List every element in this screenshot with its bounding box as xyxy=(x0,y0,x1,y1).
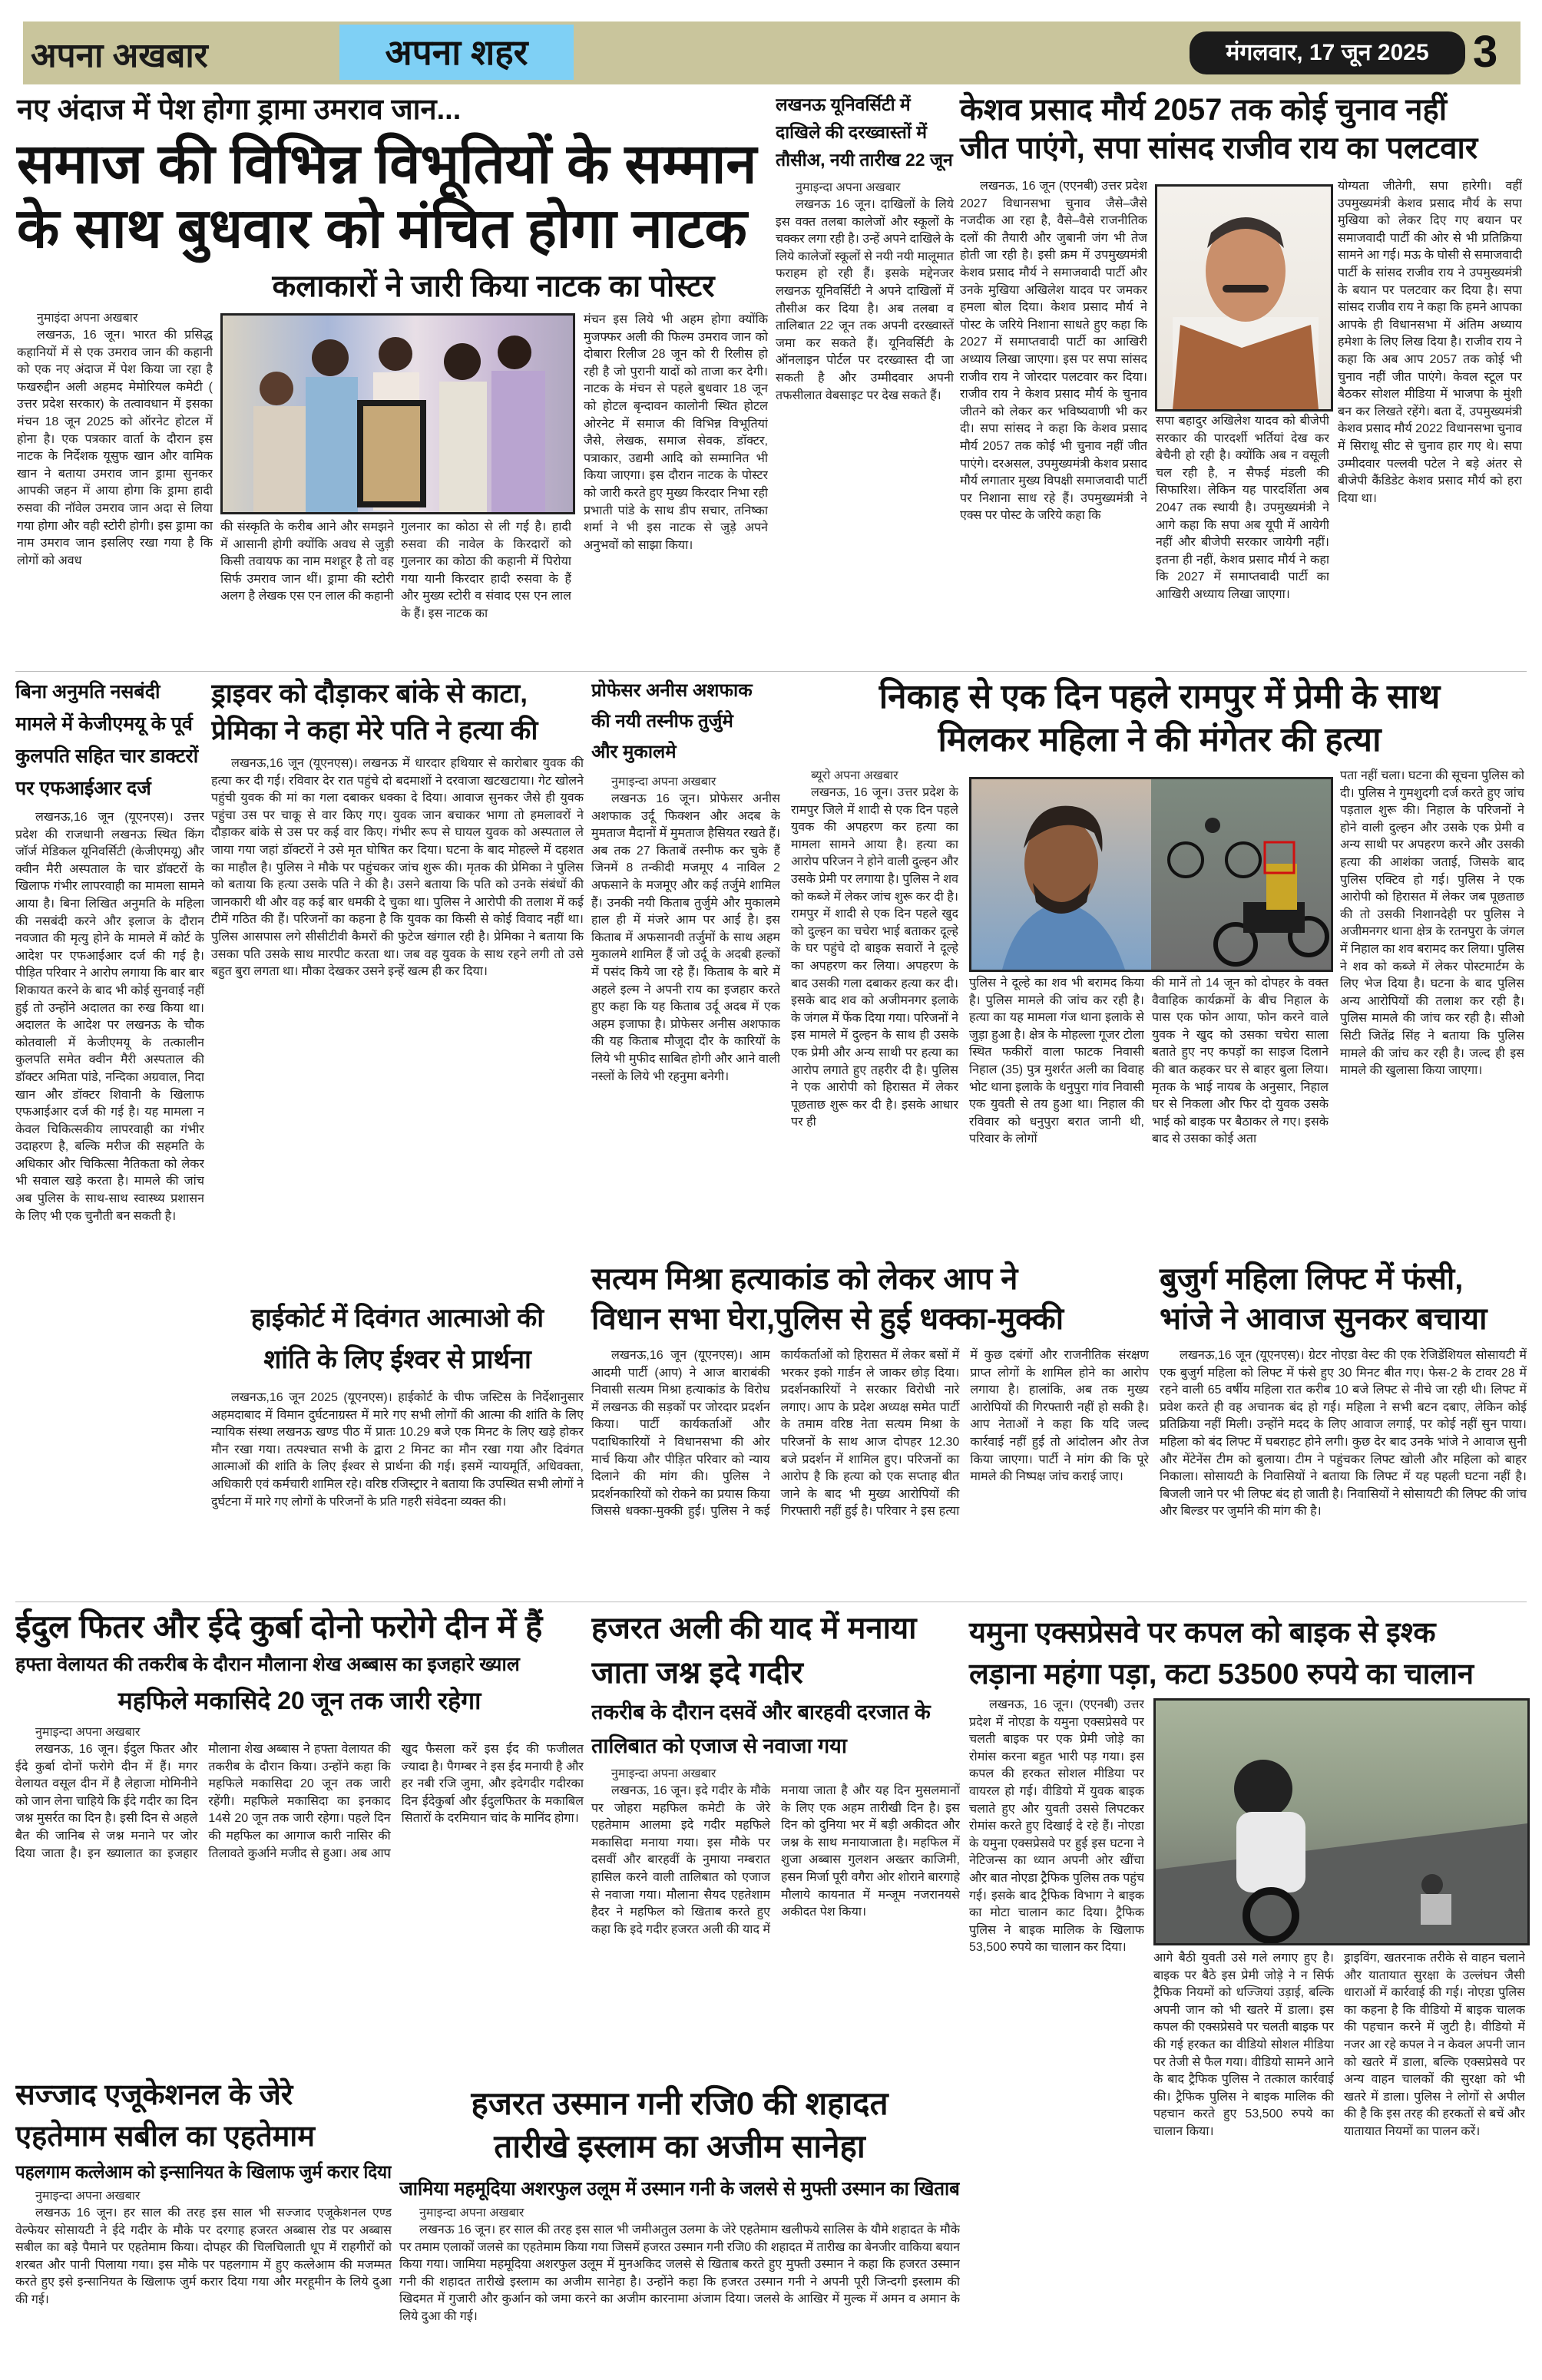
lu-article xyxy=(776,91,954,668)
eid-subhead: हफ्ता वेलायत की तकरीब के दौरान मौलाना शेख अब्बास का इजहारे ख्याल xyxy=(15,1654,520,1675)
headline-line: निकाह से एक दिन पहले रामपुर में प्रेमी के साथ xyxy=(879,678,1441,716)
headline-line: प्रोफेसर अनीस अशफाक xyxy=(591,680,753,701)
page-number: 3 xyxy=(1473,27,1498,77)
headline-line: विधान सभा घेरा,पुलिस से हुई धक्का-मुक्की xyxy=(591,1302,1064,1336)
cctv-photo xyxy=(1151,779,1331,970)
umrao-subhead: कलाकारों ने जारी किया नाटक का पोस्टर xyxy=(272,269,715,303)
nikah-headline xyxy=(791,676,1528,762)
usman-subhead: जामिया महमूदिया अशरफुल उलूम में उस्मान गनी के जलसे से मुफ्ती उस्मान का खिताब xyxy=(399,2178,960,2200)
headline-line: के साथ बुधवार को मंचित होगा नाटक xyxy=(17,198,747,259)
paragraph: लखनऊ,16 जून 2025 (यूएनएस)। हाईकोर्ट के चीफ जस्टिस के निर्देशानुसार अहमदाबाद में विमान दुर्घटनाग्रस्त में मारे गए सभी लोगों की आत्मा की शांति के लिए न्यायिक संस्था लखनऊ खण्ड पीठ में प्रातः 10.29 बजे एक मिनट के लिए खड़े होकर मौन रखा गया। तत्पश्चात सभी के द्वारा 2 मिनट का मौन रखा गया और दिवंगत आत्माओं की शांति के लिए ईश्वर से प्रार्थना की गई। इसमें न्यायमूर्ति, अधिवक्ता, अधिकारी एवं कर्मचारी शामिल रहे। वरिष्ठ रजिस्ट्रार ने बताया कि उपस्थित सभी लोगों ने दुर्घटना में मारे गए लोगों के परिजनों के प्रति गहरी संवेदना व्यक्त की। xyxy=(211,1391,584,1509)
byline: नुमाइन्दा अपना अखबार xyxy=(611,1767,716,1780)
section-name: अपना शहर xyxy=(339,25,574,80)
highcourt-article xyxy=(211,1297,584,1597)
people-holding-poster-image xyxy=(223,316,573,512)
sajjad-headline xyxy=(15,2074,392,2157)
yamuna-headline xyxy=(969,1612,1528,1695)
byline: नुमाइन्दा अपना अखबार xyxy=(611,775,716,788)
paragraph: लखनऊ,16 जून (यूएनएस)। ग्रेटर नोएडा वेस्ट की एक रेजिडेंशियल सोसायटी में एक बुजुर्ग महिला को लिफ्ट में फंसे हुए 30 मिनट बीत गए। फेस-2 के टावर 28 में रहने वाली 65 वर्षीय महिला रात करीब 10 बजे लिफ्ट से नीचे जा रही थी। लिफ्ट में प्रवेश करते ही वह अचानक बंद हो गई। महिला ने सभी बटन दबाए, लेकिन कोई प्रतिक्रिया नहीं मिली। उन्होंने मदद के लिए आवाज लगाई, पर कोई नहीं सुन पाया। महिला को बंद लिफ्ट में घबराहट होने लगी। कुछ देर बाद उनके भांजे ने आवाज सुनी और मेंटेनेंस टीम को बुलाया। टीम ने पहुंचकर लिफ्ट खोली और महिला को बाहर निकाला। सोसायटी के निवासियों ने बताया कि लिफ्ट में यह पहली घटना नहीं है। बिजली जाने पर भी लिफ्ट बंद हो जाती है। निवासियों ने सोसायटी की लिफ्ट की जांच और बिल्डर पर जुर्माने की मांग की है। xyxy=(1160,1349,1527,1519)
headline-line: और मुकालमे xyxy=(591,742,677,762)
paragraph: लखनऊ,16 जून (यूएनएस)। उत्तर प्रदेश की राजधानी लखनऊ स्थित किंग जॉर्ज मेडिकल यूनिवर्सिटी (केजीएमयू) और क्वीन मैरी अस्पताल के चार डॉक्टरों के खिलाफ गंभीर लापरवाही का मामला सामने आया है। बिना लिखित अनुमति के महिला की नसबंदी करने और इलाज के दौरान नवजात की मृत्यु होने के मामले में कोर्ट के आदेश पर एफआईआर दर्ज की गई है। पीड़ित परिवार ने आरोप लगाया कि बार बार शिकायत करने के बाद भी कोई सुनवाई नहीं हुई तो उन्होंने अदालत का रुख किया था। अदालत के आदेश पर लखनऊ के चौक कोतवाली में केजीएमयू के तत्कालीन कुलपति समेत क्वीन मैरी अस्पताल की डॉक्टर अमिता पांडे, नन्दिका अग्रवाल, निदा खान और डॉक्टर शिवानी के खिलाफ एफआईआर दर्ज की गई है। यह मामला न केवल चिकित्सकीय लापरवाही का गंभीर उदाहरण है, बल्कि मरीज की सहमति के अधिकार और चिकित्सा नैतिकता को लेकर भी सवाल खड़े करता है। मामले की जांच अब पुलिस के साथ-साथ स्वास्थ्य प्रशासन के लिए भी एक चुनौती बन सकती है। xyxy=(15,811,204,1223)
keshav-col-1 xyxy=(960,178,1147,669)
headline-line: मामले में केजीएमयू के पूर्व xyxy=(15,713,193,735)
paragraph: लखनऊ, 16 जून। उत्तर प्रदेश के रामपुर जिले में शादी से एक दिन पहले युवक की अपहरण कर हत्या का मामला सामने आया है। हत्या का आरोप परिजन ने होने वाली दुल्हन और उसके प्रेमी पर लगाया है। पुलिस ने शव को कब्जे में लेकर जांच शुरू कर दी है। रामपुर में शादी से एक दिन पहले खुद को दुल्हन का चचेरा भाई बताकर दूल्हे के घर पहुंचे दो बाइक सवारों ने दूल्हे का अपहरण कर लिया। अपहरण के बाद उसकी गला दबाकर हत्या कर दी। इसके बाद शव को अजीमनगर इलाके के जंगल में फेंक दिया गया। परिजनों ने इस मामले में दुल्हन के साथ ही उसके एक प्रेमी और अन्य साथी पर हत्या का आरोप लगाते हुए तहरीर दी है। पुलिस ने एक आरोपी को हिरासत में लेकर पूछताछ शुरू कर दी है। इसके आधार पर ही xyxy=(791,786,958,1129)
article-body xyxy=(399,2222,960,2370)
article-body xyxy=(17,327,213,668)
nikah-photos xyxy=(969,777,1333,972)
paragraph: की संस्कृति के करीब आने और समझने में आसानी होगी क्योंकि अवध से जुड़ी किसी तवायफ का नाम मशहूर है तो वह सिर्फ उमराव जान थीं। ड्रामा की स्टोरी अलग है लेखक एस एन लाल की कहानी xyxy=(220,521,394,603)
headline-line: समाज की विभिन्न विभूतियों के सम्मान xyxy=(17,134,757,195)
headline-line: की नयी तस्नीफ तुर्जुमे xyxy=(591,711,733,732)
article-body xyxy=(776,197,954,668)
kgmu-headline xyxy=(15,676,204,805)
headline-line: भांजे ने आवाज सुनकर बचाया xyxy=(1160,1302,1487,1336)
byline: नुमाइंदा अपना अखबार xyxy=(37,312,138,325)
paragraph: ड्राइविंग, खतरनाक तरीके से वाहन चलाने और यातायात सुरक्षा के उल्लंघन जैसी धाराओं में कार्रवाई की गई। नोएडा पुलिस का कहना है कि वीडियो में बाइक चालक की पहचान करने में जुटी है। वीडियो में नजर आ रहे कपल ने न केवल अपनी जान को खतरे में डाला, बल्कि एक्सप्रेसवे पर अन्य वाहन चालकों की सुरक्षा को भी खतरे में डाला। पुलिस ने लोगों से अपील की है कि इस तरह की हरकतों से बचें और यातायात नियमों का पालन करें। xyxy=(1344,1952,1525,2138)
driver-article xyxy=(211,676,584,1290)
paragraph: पता नहीं चला। घटना की सूचना पुलिस को दी। पुलिस ने गुमशुदगी दर्ज करते हुए जांच पड़ताल शुरू की। निहाल के परिजनों ने होने वाली दुल्हन और उसके एक प्रेमी व अन्य साथी पर अपहरण करने और उसकी हत्या की आशंका जताई, जिसके बाद पुलिस एक्टिव हो गई। पुलिस ने एक आरोपी को हिरासत में लेकर जब पूछताछ की तो उसकी निशानदेही पर पुलिस ने अजीमनगर थाना क्षेत्र के रतनपुरा के जंगल में निहाल का शव बरामद कर लिया। पुलिस ने शव को कब्जे में लेकर पोस्टमार्टम के लिए भेज दिया है। घटना के बाद पुलिस अन्य आरोपियों की तलाश कर रही है। पुलिस मामले की जांच कर रही है। सीओ सिटी जितेंद्र सिंह ने बताया कि पुलिस मामले की जांच कर रही है। जल्द ही इस मामले की खुलासा किया जाएगा। xyxy=(1340,769,1524,1078)
usman-headline xyxy=(399,2082,960,2168)
nikah-col-4 xyxy=(1340,768,1524,1251)
lift-body xyxy=(1160,1347,1527,1597)
lift-headline xyxy=(1160,1259,1528,1339)
nikah-col-2 xyxy=(969,975,1144,1251)
headline-line: तारीखे इस्लाम का अजीम सानेहा xyxy=(494,2128,865,2164)
paragraph: लखनऊ 16 जून। हर साल की तरह इस साल भी सज्जाद एजूकेशनल एण्ड वेल्फेयर सोसायटी ने ईदे गदीर के मौके पर दरगाह हजरत अब्बास रोड पर अब्बास सबील का बड़े पैमाने पर एहतेमाम किया। दोपहर की चिलचिलाती धूप में राहगीरों को शरबत और पानी पिलाया गया। इस मौके पर पहलगाम में हुए कत्लेआम की मजम्मत करते हुए इसे इन्सानियत के खिलाफ जुर्म करार दिया गया और मरहूमीन के लिये दुआ की गई। xyxy=(15,2206,392,2306)
keshav-col-2 xyxy=(1156,413,1329,669)
paragraph: लखनऊ,16 जून (यूएनएस)। लखनऊ में धारदार हथियार से कारोबार युवक की हत्या कर दी गई। रविवार देर रात पहुंचे दो बदमाशों ने दरवाजा खटखटाया। गेट खोलने पहुंची युवक की मां का गला दबाकर धक्का दे दिया। आवाज सुनकर जैसे ही युवक पहुंचा उस पर चाकू से वार किए गए। युवक जान बचाकर भागा तो हमलावरों ने दौड़ाकर बांके से उस पर कई वार किए। गंभीर रूप से घायल युवक को अस्पताल ले जाया गया जहां डॉक्टरों ने उसे मृत घोषित कर दिया। घटना के बाद मोहल्ले में दहशत का माहौल है। पुलिस ने मौके पर पहुंचकर जांच शुरू की। मृतक की प्रेमिका ने पुलिस को बताया कि हत्या उसके पति ने की है। उसने बताया कि पति को उनके संबंधों की जानकारी थी और वह कई बार धमकी दे चुका था। पुलिस ने आरोपी की तलाश में कई टीमें गठित की हैं। परिजनों का कहना है कि युवक का किसी से कोई विवाद नहीं था। पुलिस आसपास लगे सीसीटीवी कैमरों की फुटेज खंगाल रही है। प्रेमिका ने बताया कि उसका पति उसके साथ मारपीट करता था। जब वह युवक के साथ रहने लगी तो उसे बहुत बुरा लगता था। मौका देखकर उसने इन्हें खत्म ही कर दिया। xyxy=(211,757,584,979)
paragraph: लखनऊ, 16 जून। ईदुल फितर और ईदे कुर्बा दोनों फरोगे दीन में हैं। मगर वेलायत वसूल दीन में है लेहाजा मोमिनीने को जान लेना चाहिये कि ईदे गदीर का दिन जश्न मुसर्रत का दिन है। इसी दिन से अहले बैत की जानिब से जश्न मनाने पर जोर दिया जाता है। इन ख्यालात का इजहार मौलाना शेख अब्बास ने हफ्ता वेलायत की तकरीब के दौरान किया। उन्होंने कहा कि महफिले मकासिदा 20 जून तक जारी रहेंगी। महफिले मकासिदा का इनकाद 14से 20 जून तक जारी रहेगा। पहले दिन की महफिल का आगाज कारी नासिर की तिलावते कुर्आने मजीद से हुआ। अब आप खुद फैसला करें इस ईद की फजीलत ज्यादा है। पैगम्बर ने इस ईद मनायी है और हर नबी रजि जुमा, और इदेगदीर गदीरका दिन ईदेकुर्बा और ईदुलफितर के मकाबिल सितारों के दरमियान चांद के मानिंद होगा। xyxy=(15,1743,584,1860)
sajjad-article xyxy=(15,2074,392,2370)
ali-article xyxy=(591,1606,960,2067)
article-body xyxy=(15,1741,584,2067)
paragraph: लखनऊ, 16 जून। इदे गदीर के मौके पर जोहरा महफिल कमेटी के जेरे एहतेमाम आलमा इदे गदीर महफिले मकासिदा मनाया गया। इस मौके पर दसवीं और बारहवीं के नुमाया नम्बरात हासिल करने वाली तालिबात को एजाज से नवाजा गया। मौलाना सैयद एहतेशाम हैदर ने महफिल को खिताब करते हुए कहा कि इदे गदीर हजरत अली की याद में मनाया जाता है और यह दिन मुसलमानों के लिए एक अहम तारीखी दिन है। इस दिन को दुनिया भर में बड़ी अकीदत और जश्न के साथ मनायाजाता है। महफिल में शुजा अब्बास गुलशन अख्तर काजिमी, हसन मिर्जा पूरी वगैरा ओर शोराने बारगाहे मौलाये कायनात में मन्जूम नजरानयसे अकीदत पेश किया। xyxy=(591,1784,960,1936)
headline-line: शांति के लिए ईश्वर से प्रार्थना xyxy=(263,1345,531,1374)
paragraph: की मानें तो 14 जून को दोपहर के वक्त वैवाहिक कार्यक्रमों के बीच निहाल के पास एक फोन आया, फोन करने वाले युवक ने खुद को उसका चचेरा साला बताते हुए नए कपड़ों का साइज दिलाने की बात कहकर घर से बाहर बुला लिया। मृतक के भाई नायब के अनुसार, निहाल घर से निकला और फिर दो युवक उसके भाई को बाइक पर बैठाकर ले गए। इसके बाद से उसका कोई अता xyxy=(1152,977,1329,1146)
paragraph: आगे बैठी युवती उसे गले लगाए हुए है। बाइक पर बैठे इस प्रेमी जोड़े ने न सिर्फ ट्रैफिक नियमों को धज्जियां उड़ाई, बल्कि अपनी जान को भी खतरे में डाला। इस कपल की एक्सप्रेसवे पर चलती बाइक पर की गई हरकत का वीडियो सोशल मीडिया पर तेजी से फैल गया। वीडियो सामने आने के बाद ट्रैफिक पुलिस ने तत्काल कार्रवाई की। ट्रैफिक पुलिस ने बाइक मालिक की पहचान करते हुए 53,500 रुपये का चालान किया। xyxy=(1153,1952,1334,2138)
headline-line: दाखिले की दरख्वास्तों में xyxy=(776,122,928,142)
paragraph: गुलनार का कोठा से ली गई है। हादी रुसवा की नावेल के किरदारों को गुलनार का कोठा की कहानी में पिरोया गया यानी किरदार हादी रुसवा के हैं और मुख्य स्टोरी व संवाद एस एन लाल के हैं। इस नाटक का xyxy=(401,521,571,620)
paragraph: लखनऊ, 16 जून (एएनबी) उत्तर प्रदेश 2027 विधानसभा चुनाव जैसे–जैसे नजदीक आ रहा है, वैसे–वैसे राजनीतिक दलों की तैयारी और जुबानी जंग भी तेज होती जा रही है। इसी क्रम में उपमुख्यमंत्री केशव प्रसाद मौर्य ने समाजवादी पार्टी और उनके मुखिया अखिलेश यादव पर जमकर हमला बोल दिया। केशव प्रसाद मौर्य ने पोस्ट के जरिये निशाना साधते हुए कहा कि 2027 में समाप्तवादी पार्टी का आखिरी अध्याय लिखा जाएगा। इस पर सपा सांसद राजीव राय ने जोरदार पलटवार कर दिया। राजीव राय ने केशव प्रसाद मौर्य के चुनाव जीतने को लेकर कर भविष्यवाणी भी कर दी। सपा सांसद ने कहा कि केशव प्रसाद मौर्य 2057 तक कोई भी चुनाव नहीं जीत पाएंगे। दरअसल, उपमुख्यमंत्री केशव प्रसाद मौर्य लगातार मुख्य विपक्षी समाजवादी पार्टी पर निशाना साध रहे हैं। उपमुख्यमंत्री ने एक्स पर पोस्ट के जरिये कहा कि xyxy=(960,180,1147,523)
headline-line: पर एफआईआर दर्ज xyxy=(15,778,151,799)
issue-date: मंगलवार, 17 जून 2025 xyxy=(1190,31,1465,74)
paragraph: लखनऊ,16 जून (यूएनएस)। आम आदमी पार्टी (आप) ने आज बाराबंकी निवासी सत्यम मिश्रा हत्याकांड के विरोध में लखनऊ की सड़कों पर जोरदार प्रदर्शन किया। पार्टी कार्यकर्ताओं और पदाधिकारियों ने विधानसभा की ओर मार्च किया और पीड़ित परिवार को न्याय दिलाने की मांग की। पुलिस ने प्रदर्शनकारियों को रोकने का प्रयास किया जिससे धक्का-मुक्की हुई। पुलिस ने कई कार्यकर्ताओं को हिरासत में लेकर बसों में भरकर इको गार्डन ले जाकर छोड़ दिया। प्रदर्शनकारियों ने सरकार विरोधी नारे लगाए। आप के प्रदेश अध्यक्ष समेत पार्टी के तमाम वरिष्ठ नेता सत्यम मिश्रा के परिजनों के साथ आज दोपहर 12.30 बजे प्रदर्शन में शामिल हुए। परिजनों का आरोप है कि हत्या को एक सप्ताह बीत जाने के बाद भी मुख्य आरोपियों की गिरफ्तारी नहीं हुई है। परिवार ने इस हत्या में कुछ दबंगों और राजनीतिक संरक्षण प्राप्त लोगों के शामिल होने का आरोप लगाया है। हालांकि, अब तक मुख्य आरोपियों की गिरफ्तारी नहीं हो सकी है। आप नेताओं ने कहा कि यदि जल्द कार्रवाई नहीं हुई तो आंदोलन और तेज किया जाएगा। पार्टी ने मांग की कि पूरे मामले की निष्पक्ष जांच कराई जाए। xyxy=(591,1349,1149,1519)
keshav-maurya-photo xyxy=(1155,184,1333,412)
article-body xyxy=(591,791,780,1251)
article-body xyxy=(15,2205,392,2370)
eid-headline: ईदुल फितर और ईदे कुर्बा दोनो फरोगे दीन में हैं xyxy=(15,1608,543,1645)
ali-subhead: तकरीब के दौरान दसवें और बारहवी दरजात के तालिबात को एजाज से नवाजा गया xyxy=(591,1701,931,1757)
headline-line: केशव प्रसाद मौर्य 2057 तक कोई चुनाव नहीं xyxy=(960,93,1448,127)
paragraph: सपा बहादुर अखिलेश यादव को बीजेपी सरकार की पारदर्शी भर्तियां देख कर बेचैनी हो रही है। क्योंकि अब न वसूली चल रही है, न सैफई मंडली की सिफारिश। लेकिन यह पारदर्शिता अब 2047 तक स्थायी है। उपमुख्यमंत्री ने आगे कहा कि सपा अब यूपी में आयेगी नहीं और बीजेपी सरकार जायेगी नहीं। इतना ही नहीं, केशव प्रसाद मौर्य ने कहा कि 2027 में समाप्तवादी पार्टी का आखिरी अध्याय लिखा जाएगा। xyxy=(1156,415,1329,601)
keshav-col-3 xyxy=(1338,178,1522,669)
yamuna-col-2 xyxy=(1153,1950,1334,2368)
headline-line: यमुना एक्सप्रेसवे पर कपल को बाइक से इश्क xyxy=(969,1617,1436,1649)
article-body xyxy=(211,755,584,1290)
byline: नुमाइन्दा अपना अखबार xyxy=(35,2190,141,2203)
cctv-bike-riders-image xyxy=(1151,779,1331,970)
byline: ब्यूरो अपना अखबार xyxy=(811,769,898,782)
yamuna-couple-photo xyxy=(1153,1698,1530,1945)
professor-headline xyxy=(591,676,780,768)
paragraph: योग्यता जीतेगी, सपा हारेगी। वहीं उपमुख्यमंत्री केशव प्रसाद मौर्य के सपा मुखिया को लेकर दिए गए बयान पर समाजवादी पार्टी की ओर से भी प्रतिक्रिया सामने आ गई। मऊ के घोसी से समाजवादी पार्टी के सांसद राजीव राय ने उपमुख्यमंत्री के बयान पर पलटवार कर दिया है। सपा सांसद राजीव राय ने कहा कि हमने आपका आपके ही विधानसभा में अंतिम अध्याय हमेशा के लिए लिख दिया है। राजीव राय ने कहा कि अब आप 2057 तक कोई भी चुनाव नहीं जीत पाएंगे। केवल स्टूल पर बैठकर सोशल मीडिया में भाजपा के मुंशी बन कर लिखते रहेंगे। बता दें, उपमुख्यमंत्री केशव प्रसाद मौर्य 2022 विधानसभा चुनाव में सिराथू सीट से चुनाव हार गए थे। सपा उम्मीदवार पल्लवी पटेल ने बड़े अंतर से बीजेपी कैंडिडेट केशव प्रसाद मौर्य को हरा दिया था। xyxy=(1338,180,1522,505)
highcourt-headline xyxy=(211,1297,584,1380)
headline-line: लड़ाना महंगा पड़ा, कटा 53500 रुपये का चालान xyxy=(969,1658,1474,1691)
umrao-col-1 xyxy=(17,310,213,668)
eid-article xyxy=(15,1606,584,2067)
paragraph: लखनऊ, 16 जून। (एएनबी) उत्तर प्रदेश में नोएडा के यमुना एक्सप्रेसवे पर चलती बाइक पर एक प्रेमी जोड़े का रोमांस करना बहुत भारी पड़ गया। इस कपल की हरकत सोशल मीडिया पर वायरल हो गई। वीडियो में युवक बाइक चलाते हुए और युवती उससे लिपटकर रोमांस करते हुए दिखाई दे रहे हैं। नोएडा के यमुना एक्सप्रेसवे पर हुई इस घटना ने नेटिजन्स का ध्यान अपनी ओर खींचा और बात नोएडा ट्रैफिक पुलिस तक पहुंच गई। इसके बाद ट्रैफिक विभाग ने बाइक का मोटा चालान काट दिया। ट्रैफिक पुलिस ने बाइक मालिक के खिलाफ 53,500 रुपये का चालान कर दिया। xyxy=(969,1698,1144,1955)
headline-line: हजरत उस्मान गनी रजि0 की शहादत xyxy=(471,2085,888,2121)
headline-line: बुजुर्ग महिला लिफ्ट में फंसी, xyxy=(1160,1262,1464,1296)
nikah-col-1 xyxy=(791,768,958,1251)
paragraph: मंचन इस लिये भी अहम होगा क्योंकि मुजफ्फर अली की फिल्म उमराव जान को दोबारा रिलीज 28 जून को री रिलीस हो रही है जो पुरानी यादों को ताजा कर देगी। नाटक के मंचन से पहले बुधवार 18 जून को होटल बृन्दावन कालोनी स्थित होटल ओरनेट में समाज की विभिन्न विभूतियां जैसे, लेखक, समाज सेवक, डॉक्टर, पत्राकार, उद्यमी आदि को सम्मानित भी किया जाएगा। इस दौरान नाटक के पोस्टर को जारी करते हुए मुख्य किरदार निभा रही प्रभाती पांडे के साथ डीप सचार, तनिष्का शर्मा ने भी इस नाटक से जुड़े अपने अनुभवों को साझा किया। xyxy=(584,313,768,552)
headline-line: ड्राइवर को दौड़ाकर बांके से काटा, xyxy=(211,679,528,709)
umrao-col-3 xyxy=(401,519,571,668)
byline: नुमाइन्दा अपना अखबार xyxy=(796,181,901,194)
eid-subhead-2: महफिले मकासिदे 20 जून तक जारी रहेगा xyxy=(117,1687,481,1714)
paragraph: पुलिस ने दूल्हे का शव भी बरामद किया है। पुलिस मामले की जांच कर रही है। हत्या का यह मामला गंज थाना इलाके से जुड़ा हुआ है। क्षेत्र के मोहल्ला गूजर टोला स्थित फकीरों वाला फाटक निवासी निहाल (35) पुत्र मुशर्रत अली का विवाह भोट थाना इलाके के धनुपुरा गांव निवासी एक युवती से तय हुआ था। निहाल की रविवार को धनुपुरा बरात जानी थी, परिवार के लोगों xyxy=(969,977,1144,1146)
umrao-kicker: नए अंदाज में पेश होगा ड्रामा उमराव जान... xyxy=(17,94,462,126)
professor-article xyxy=(591,676,780,1251)
paragraph: लखनऊ 16 जून। हर साल की तरह इस साल भी जमीअतुल उलमा के जेरे एहतेमाम खलीफये सालिस के यौमे शहादत के मौके पर तमाम एलाकों जलसे का एहतेमाम किया गया जिसमें हजरत उस्मान गनी रजि0 की शहादत में तारीख का बेनजीर वाकिया बयान किया गया। जामिया महमूदिया अशरफुल उलूम में मुनअकिद जलसे से खिताब करते हुए मुफ्ती उस्मान ने कहा कि हजरत उस्मान गनी की शहादत तारीखे इस्लाम का अजीम सानेहा है। उन्होंने कहा कि हजरत उस्मान गनी ने अपनी पूरी जिन्दगी इस्लाम की खिदमत में गुजारी और कुर्आन को जमा करने का अजीम कारनामा अंजाम दिया। जलसे के आखिर में मुल्क में अमन व अमान के लिये दुआ की गई। xyxy=(399,2223,960,2323)
paper-name: अपना अखबार xyxy=(31,37,208,74)
yamuna-col-1 xyxy=(969,1697,1144,2368)
satyam-headline xyxy=(591,1259,1152,1339)
article-body xyxy=(211,1390,584,1597)
article-body xyxy=(791,785,958,1251)
headline-line: बिना अनुमति नसबंदी xyxy=(15,681,160,702)
paragraph: लखनऊ, 16 जून। भारत की प्रसिद्ध कहानियों में से एक उमराव जान की कहानी को एक नए अंदाज में पेश किया जा रहा है फखरुद्दीन अली अहमद मेमोरियल कमेटी ( उत्तर प्रदेश सरकार) के तत्वावधान में इसका मंचन 18 जून 2025 को ऑरनेट होटल में होना है। एक पत्रकार वार्ता के दौरान इस नाटक के निर्देशक यूसुफ खान और वामिक खान ने बताया उमराव जान ड्रामा सुनकर आपकी जहन में आया होगा कि ड्रामा हादी रुसवा की नॉवेल उमराव जान अदा से लिया गया होगा और वही स्टोरी होगी। इस ड्रामा का नाम उमराव जान इसलिए रखा गया है कि लोगों को अवध xyxy=(17,329,213,567)
headline-line: मिलकर महिला ने की मंगेतर की हत्या xyxy=(938,721,1382,759)
young-man-portrait-image xyxy=(971,779,1151,970)
keshav-headline xyxy=(960,91,1528,167)
paragraph: लखनऊ 16 जून। प्रोफेसर अनीस अशफाक उर्दू फिक्शन और अदब के मुमताज मैदानों में मुमताज हैसियत रखते हैं। अब तक 27 किताबें तस्नीफ कर चुके हैं जिनमें 8 तन्कीदी मजमूए 4 नाविल 2 अफसाने के मजमूए और कई तर्जुमे शामिल हैं। उनकी नयी किताब तुर्जुमे और मुकालमे हाल ही में मंजरे आम पर आई है। इस किताब में अफसानवी तर्जुमों के साथ अहम मुकालमे शामिल हैं जो उर्दू के अदबी हल्कों में पसंद किये जा रहे हैं। किताब के बारे में अहले इल्म ने अपनी राय का इजहार करते हुए कहा कि यह किताब उर्दू अदब में एक अहम इजाफा है। प्रोफेसर अनीस अशफाक की यह किताब मौजूदा दौर के कारियों के लिये भी मुफीद साबित होगी और आने वाली नस्लों के लिये भी रहनुमा बनेगी। xyxy=(591,792,780,1083)
article-body xyxy=(591,1783,960,2067)
headline-line: हाईकोर्ट में दिवंगत आत्माओ की xyxy=(250,1304,544,1333)
kgmu-article xyxy=(15,676,204,1597)
couple-on-bike-image xyxy=(1156,1701,1527,1943)
usman-article xyxy=(399,2082,960,2370)
portrait-image xyxy=(1157,187,1331,409)
headline-line: कुलपति सहित चार डाक्टरों xyxy=(15,745,199,767)
headline-line: जाता जश्न इदे गदीर xyxy=(591,1656,803,1690)
section-divider xyxy=(15,671,1527,672)
headline-line: सत्यम मिश्रा हत्याकांड को लेकर आप ने xyxy=(591,1262,1018,1296)
sajjad-subhead: पहलगाम कत्लेआम को इन्सानियत के खिलाफ जुर्म करार दिया xyxy=(15,2162,392,2183)
ali-headline xyxy=(591,1606,960,1695)
yamuna-col-3 xyxy=(1344,1950,1525,2368)
headline-line: लखनऊ यूनिवर्सिटी में xyxy=(776,94,911,114)
nikah-col-3 xyxy=(1152,975,1329,1251)
victim-photo xyxy=(971,779,1151,970)
headline-line: सज्जाद एजूकेशनल के जेरे xyxy=(15,2079,293,2111)
umrao-col-4 xyxy=(584,312,768,668)
article-body xyxy=(15,809,204,1597)
satyam-body xyxy=(591,1347,1149,1597)
headline-line: तौसीअ, नयी तारीख 22 जून xyxy=(776,150,953,170)
driver-headline xyxy=(211,676,584,749)
byline: नुमाइन्दा अपना अखबार xyxy=(419,2206,524,2220)
headline-line: एहतेमाम सबील का एहतेमाम xyxy=(15,2121,315,2153)
umrao-col-2 xyxy=(220,519,394,668)
lu-headline xyxy=(776,91,954,174)
byline: नुमाइन्दा अपना अखबार xyxy=(35,1726,141,1739)
umrao-headline xyxy=(17,132,773,261)
paragraph: लखनऊ 16 जून। दाखिलों के लिये इस वक्त तलबा कालेजों और स्कूलों के चक्कर लगा रही है। उन्हें अपने दाखिले के लिये कालेजों स्कूलों से नयी नयी मालूमात फराहम हो रही हैं। इसके मद्देनजर लखनऊ यूनिवर्सिटी ने अपने दाखिलों में तौसीअ कर दिया है। अब तलबा व तालिबात 22 जून तक अपनी दरख्वास्तें जमा कर सकते हैं। यूनिवर्सिटी के ऑनलाइन पोर्टल पर दरख्वास्त दी जा सकती है और उम्मीदवार अपनी तफसीलात वेबसाइट पर देख सकते हैं। xyxy=(776,198,954,402)
headline-line: प्रेमिका ने कहा मेरे पति ने हत्या की xyxy=(211,716,538,745)
masthead xyxy=(23,21,1520,84)
headline-line: जीत पाएंगे, सपा सांसद राजीव राय का पलटवार xyxy=(960,131,1478,165)
headline-line: हजरत अली की याद में मनाया xyxy=(591,1611,917,1645)
umrao-poster-photo xyxy=(220,313,575,514)
